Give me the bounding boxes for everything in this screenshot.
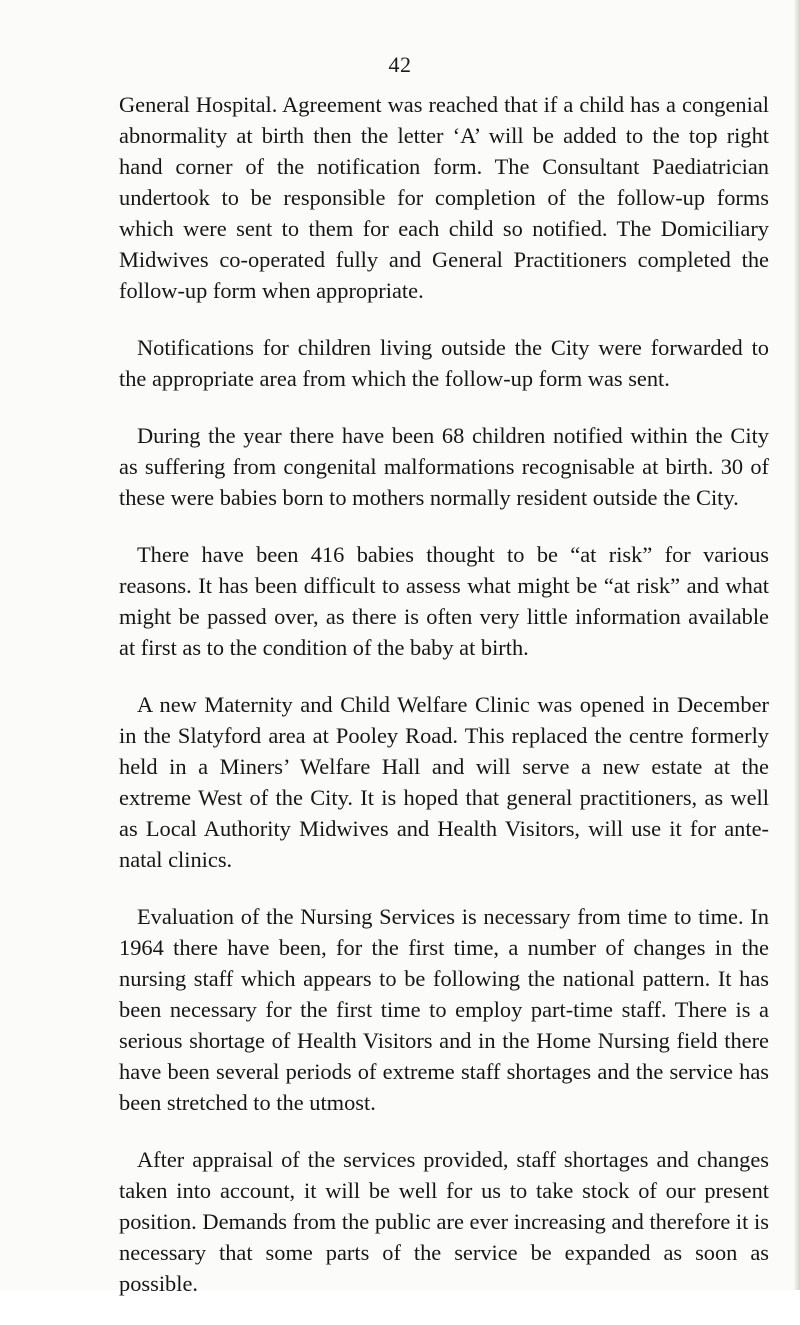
paragraph-notifications-outside-city: Notifications for children living outside the City were forwarded to the appropriate area from which the follow-up form was sent. [119, 335, 769, 391]
paragraph-general-hospital: General Hospital. Agreement was reached that if a child has a congenial abnormality at birth then the letter ‘A’ will be added to the top right hand corner of the notification form. The Consultant Paediatrician undertook to be responsible for completion of the follow-up forms which were sent to them for each child so notified. The Domiciliary Midwives co-operated fully and General Practitioners completed the follow-up form when appropriate. [119, 92, 769, 303]
body-text [119, 89, 769, 1325]
paragraph-appraisal: After appraisal of the services provided, staff shortages and changes taken into account, it will be well for us to take stock of our present position. Demands from the public are ever increasing and therefore it is necessary that some parts of the service be expanded as soon as possible. [119, 1147, 769, 1296]
paragraph-new-clinic: A new Maternity and Child Welfare Clinic was opened in December in the Slatyford area at Pooley Road. This replaced the centre formerly held in a Miners’ Welfare Hall and will serve a new estate at the extreme West of the City. It is hoped that general practitioners, as well as Local Authority Midwives and Health Visitors, will use it for ante-natal clinics. [119, 692, 769, 872]
page-number: 42 [388, 52, 412, 77]
paragraph-nursing-services: Evaluation of the Nursing Services is necessary from time to time. In 1964 there have been, for the first time, a number of changes in the nursing staff which appears to be following the national pattern. It has been necessary for the first time to employ part-time staff. There is a serious shortage of Health Visitors and in the Home Nursing field there have been several periods of extreme staff shortages and the service has been stretched to the utmost. [119, 904, 769, 1115]
page-edge-shadow [794, 0, 800, 1290]
paragraph-at-risk-babies: There have been 416 babies thought to be “at risk” for various reasons. It has been difficult to assess what might be “at risk” and what might be passed over, as there is often very little information available at first as to the condition of the baby at birth. [119, 542, 769, 660]
paragraph-congenital-malformations: During the year there have been 68 children notified within the City as suffering from congenital malformations recognisable at birth. 30 of these were babies born to mothers normally resident outside the City. [119, 423, 769, 510]
